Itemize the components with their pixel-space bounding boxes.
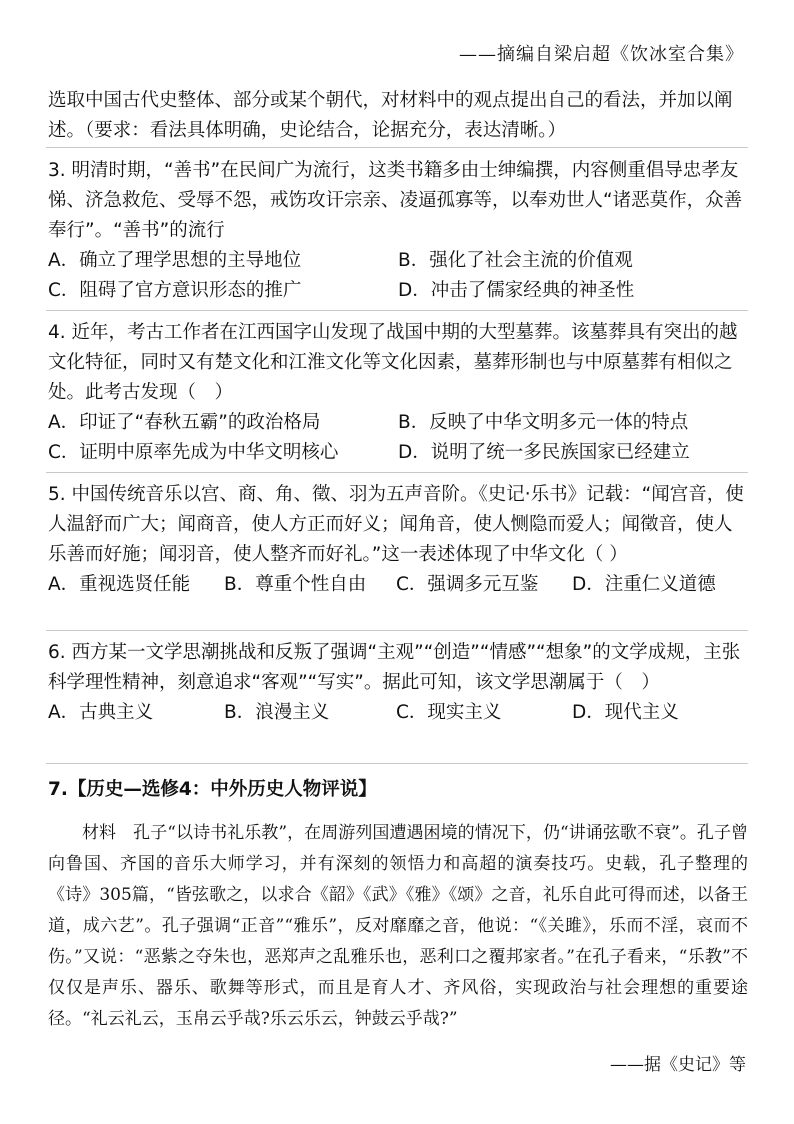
question-stem: 6. 西方某一文学思潮挑战和反叛了强调“主观”“创造”“情感”“想象”的文学成规，主张科学理性精神，刻意追求“客观”“写实”。据此可知，该文学思潮属于（ ） xyxy=(48,642,741,693)
option-row xyxy=(48,276,748,306)
option-a[interactable]: A．重视选贤任能 xyxy=(48,574,191,595)
option-b[interactable]: B．反映了中华文明多元一体的特点 xyxy=(398,412,689,433)
question-4 xyxy=(48,318,748,468)
option-d[interactable]: D．说明了统一多民族国家已经建立 xyxy=(398,442,690,463)
question-stem: 3. 明清时期，“善书”在民间广为流行，这类书籍多由士绅编撰，内容侧重倡导忠孝友悌、济急救危、受辱不怨，戒饬攻讦宗亲、凌逼孤寡等，以奉劝世人“诸恶莫作，众善奉行”。“善书”的流行 xyxy=(48,160,743,241)
option-b[interactable]: B．强化了社会主流的价值观 xyxy=(398,250,633,271)
divider xyxy=(46,147,748,148)
question-7-material xyxy=(48,818,748,1035)
option-a[interactable]: A．确立了理学思想的主导地位 xyxy=(48,250,302,271)
question-6 xyxy=(48,638,748,728)
question-7-title: 7.【历史—选修4：中外历史人物评说】 xyxy=(48,779,377,800)
divider xyxy=(46,472,748,473)
question-3 xyxy=(48,156,748,306)
option-c[interactable]: C．证明中原率先成为中华文明核心 xyxy=(48,442,339,463)
question-5 xyxy=(48,480,748,600)
option-row xyxy=(48,698,748,728)
option-d[interactable]: D．冲击了儒家经典的神圣性 xyxy=(398,280,635,301)
header-source: ——摘编自梁启超《饮冰室合集》 xyxy=(459,44,744,65)
divider xyxy=(46,763,748,764)
option-c[interactable]: C．阻碍了官方意识形态的推广 xyxy=(48,280,302,301)
option-row xyxy=(48,570,748,600)
material-source: ——据《史记》等 xyxy=(610,1055,746,1075)
divider xyxy=(46,310,748,311)
option-d[interactable]: D．现代主义 xyxy=(572,702,679,723)
option-c[interactable]: C．强调多元互鉴 xyxy=(396,574,539,595)
option-b[interactable]: B．浪漫主义 xyxy=(224,702,330,723)
material-text: 材料 孔子“以诗书礼乐教”，在周游列国遭遇困境的情况下，仍“讲诵弦歌不衰”。孔子曾向鲁国、齐国的音乐大师学习，并有深刻的领悟力和高超的演奏技巧。史载，孔子整理的《诗》305篇，“皆弦歌之，以求合《韶》《武》《雅》《颂》之音，礼乐自此可得而述，以备王道，成六艺”。孔子强调“正音”“雅乐”，反对靡靡之音，他说：“《关雎》，乐而不淫，哀而不伤。”又说：“恶紫之夺朱也，恶郑声之乱雅乐也，恶利口之覆邦家者。”在孔子看来，“乐教”不仅仅是声乐、器乐、歌舞等形式，而且是育人才、齐风俗，实现政治与社会理想的重要途径。“礼云礼云，玉帛云乎哉?乐云乐云，钟鼓云乎哉?” xyxy=(48,823,748,1029)
question-stem: 5. 中国传统音乐以宫、商、角、徵、羽为五声音阶。《史记·乐书》记载：“闻宫音，使人温舒而广大；闻商音，使人方正而好义；闻角音，使人恻隐而爱人；闻徵音，使人乐善而好施；闻羽音，使人整齐而好礼。”这一表述体现了中华文化（ ） xyxy=(48,484,744,565)
option-b[interactable]: B．尊重个性自由 xyxy=(224,574,367,595)
option-c[interactable]: C．现实主义 xyxy=(396,702,502,723)
instruction-text: 选取中国古代史整体、部分或某个朝代，对材料中的观点提出自己的看法，并加以阐述。（要求：看法具体明确，史论结合，论据充分，表达清晰。） xyxy=(48,90,733,141)
option-d[interactable]: D．注重仁义道德 xyxy=(572,574,716,595)
option-a[interactable]: A．印证了“春秋五霸”的政治格局 xyxy=(48,412,321,433)
option-row xyxy=(48,438,748,468)
question-2-instruction xyxy=(48,86,748,146)
divider xyxy=(46,630,748,631)
question-stem: 4. 近年，考古工作者在江西国字山发现了战国中期的大型墓葬。该墓葬具有突出的越文化特征，同时又有楚文化和江淮文化等文化因素，墓葬形制也与中原墓葬有相似之处。此考古发现（ ） xyxy=(48,322,738,403)
option-row xyxy=(48,408,748,438)
option-a[interactable]: A．古典主义 xyxy=(48,702,154,723)
option-row xyxy=(48,246,748,276)
